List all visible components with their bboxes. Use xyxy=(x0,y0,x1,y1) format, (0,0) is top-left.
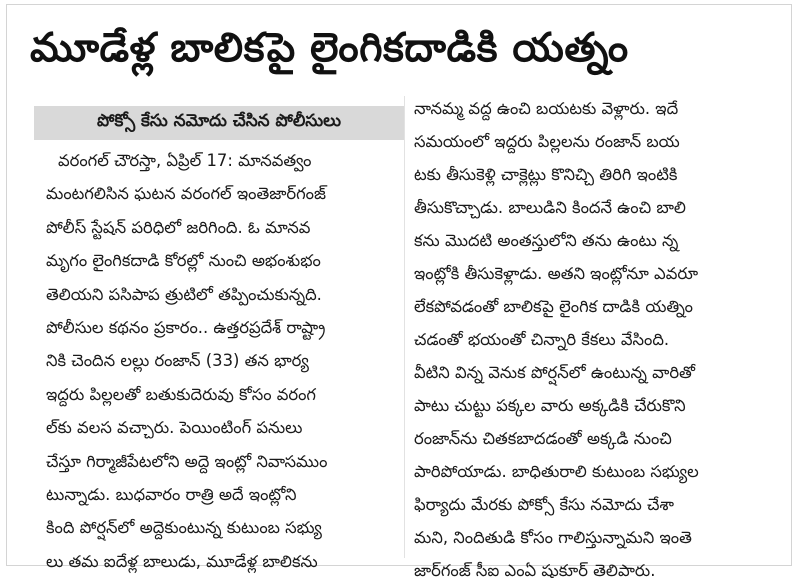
subheadline: పోక్సో కేసు నమోదు చేసిన పోలీసులు xyxy=(34,106,404,140)
text-line: మంటగలిసిన ఘటన వరంగల్ ఇంతెజార్‌గంజ్ xyxy=(46,184,326,204)
text-line: పారిపోయాడు. బాధితురాలి కుటుంబ సభ్యుల xyxy=(414,462,699,481)
headline: మూడేళ్ల బాలికపై లైంగికదాడికి యత్నం xyxy=(30,25,629,71)
text-line: కను మొదటి అంతస్తులోని తను ఉంటు న్న xyxy=(414,231,679,250)
text-line: చేస్తూ గిర్మాజీపేటలోని అద్దె ఇంట్లో నివాసముం xyxy=(46,451,328,471)
text-line: పోలీసుల కథనం ప్రకారం.. ఉత్తరప్రదేశ్ రాష్ట్రా xyxy=(46,317,326,337)
text-line: చడంతో భయంతో చిన్నారి కేకలు వేసింది. xyxy=(414,330,670,349)
text-line: వీటిని విన్న వెనుక పోర్షన్‌లో ఉంటున్న వారితో xyxy=(414,363,696,382)
text-line: నికి చెందిన లల్లు రంజాన్ (33) తన భార్య xyxy=(46,351,309,371)
right-column xyxy=(414,92,776,587)
text-line: టున్నాడు. బుధవారం రాత్రి అదే ఇంట్లోని xyxy=(46,484,297,504)
left-column xyxy=(46,144,396,578)
text-line: పోలీస్ స్టేషన్ పరిధిలో జరిగింది. ఓ మానవ xyxy=(46,217,311,237)
text-line: పాటు చుట్టు పక్కల వారు అక్కడికి చేరుకొని xyxy=(414,396,686,415)
text-line: లు తమ ఐదేళ్ల బాలుడు, మూడేళ్ల బాలికను xyxy=(46,551,318,571)
text-line: తీసుకొచ్చాడు. బాలుడిని కిందనే ఉంచి బాలి xyxy=(414,198,686,217)
text-line: తెలియని పసిపాప త్రుటిలో తప్పించుకున్నది. xyxy=(46,284,322,304)
text-line: లేకపోవడంతో బాలికపై లైంగిక దాడికి యత్నిం xyxy=(414,297,693,316)
text-line: ఫిర్యాదు మేరకు పోక్సో కేసు నమోదు చేశా xyxy=(414,495,674,514)
text-line: జార్‌గంజ్ సీఐ ఎంఏ షుకూర్ తెలిపారు. xyxy=(414,561,656,580)
text-line: టకు తీసుకెళ్లి చాక్లెట్లు కొనిచ్చి తిరిగి ఇంటికి xyxy=(414,165,678,184)
column-divider xyxy=(404,96,405,558)
text-line: ఇంట్లోకి తీసుకెళ్లాడు. అతని ఇంట్లోనూ ఎవరూ xyxy=(414,264,699,283)
text-line: ఇద్దరు పిల్లలతో బతుకుదెరువు కోసం వరంగ xyxy=(46,384,316,404)
text-line: ల్‌కు వలస వచ్చారు. పెయింటింగ్ పనులు xyxy=(46,418,303,438)
text-line: సమయంలో ఇద్దరు పిల్లలను రంజాన్ బయ xyxy=(414,132,680,151)
text-line: మని, నిందితుడి కోసం గాలిస్తున్నామని ఇంతె xyxy=(414,528,692,547)
text-line: వరంగల్ చౌరస్తా, ఏప్రిల్ 17: మానవత్వం xyxy=(58,151,312,170)
text-line: కింది పోర్షన్‌లో అద్దెకుంటున్న కుటుంబ సభ్యు xyxy=(46,518,322,538)
text-line: నానమ్మ వద్ద ఉంచి బయటకు వెళ్లారు. ఇదే xyxy=(414,99,679,118)
text-line: రంజాన్‌ను చితకబాదడంతో అక్కడి నుంచి xyxy=(414,429,672,448)
text-line: మృగం లైంగికదాడి కోరల్లో నుంచి అభంశుభం xyxy=(46,251,321,271)
